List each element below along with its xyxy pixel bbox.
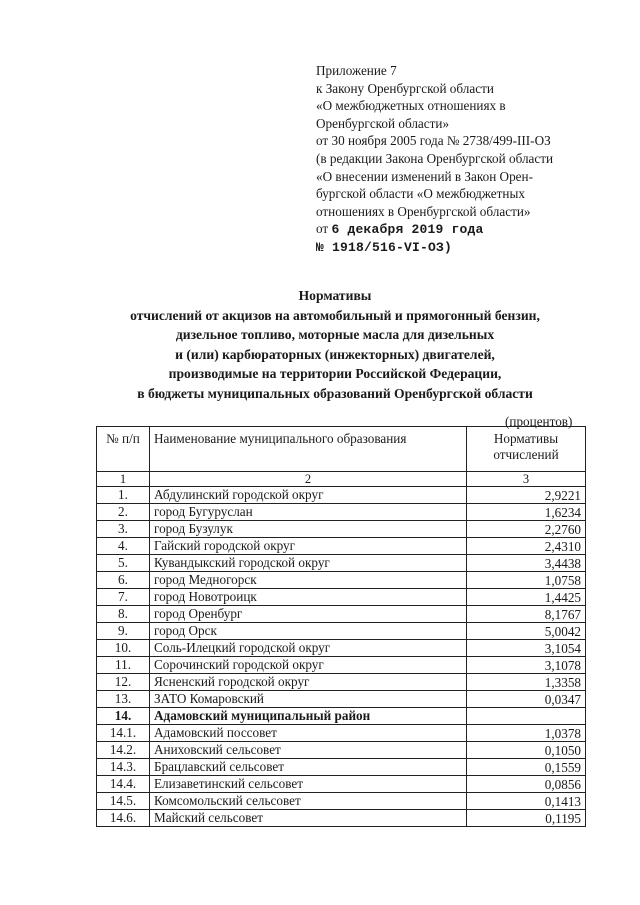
table-row bbox=[97, 674, 586, 691]
table-row bbox=[97, 555, 586, 572]
column-numbers-row bbox=[97, 472, 586, 487]
row-value: 2,2760 bbox=[467, 521, 586, 538]
appendix-line: бургской области «О межбюджетных bbox=[316, 186, 525, 202]
table-body bbox=[97, 487, 586, 827]
row-name: Кувандыкский городской округ bbox=[150, 555, 467, 572]
row-number: 14.4. bbox=[97, 776, 150, 793]
row-number: 13. bbox=[97, 691, 150, 708]
appendix-block bbox=[316, 62, 616, 257]
table-row bbox=[97, 538, 586, 555]
row-value: 1,0758 bbox=[467, 572, 586, 589]
row-number: 14.1. bbox=[97, 725, 150, 742]
row-value: 5,0042 bbox=[467, 623, 586, 640]
row-number: 14.5. bbox=[97, 793, 150, 810]
row-name: Абдулинский городской округ bbox=[150, 487, 467, 504]
column-number: 1 bbox=[97, 472, 150, 487]
row-number: 6. bbox=[97, 572, 150, 589]
header-name: Наименование муниципального образования bbox=[150, 427, 467, 472]
table-row bbox=[97, 793, 586, 810]
row-number: 14.3. bbox=[97, 759, 150, 776]
title-line: отчислений от акцизов на автомобильный и прямогонный бензин, bbox=[130, 307, 540, 323]
row-value bbox=[467, 708, 586, 725]
table-row bbox=[97, 708, 586, 725]
row-number: 9. bbox=[97, 623, 150, 640]
row-name: город Бузулук bbox=[150, 521, 467, 538]
table-row bbox=[97, 640, 586, 657]
table-row bbox=[97, 725, 586, 742]
norms-table bbox=[96, 426, 586, 827]
amendment-date: 6 декабря 2019 года bbox=[331, 222, 484, 238]
amendment-date-line bbox=[316, 220, 616, 239]
appendix-line: (в редакции Закона Оренбургской области bbox=[316, 150, 554, 166]
row-value: 1,0378 bbox=[467, 725, 586, 742]
row-value: 0,0856 bbox=[467, 776, 586, 793]
row-number: 5. bbox=[97, 555, 150, 572]
row-name: ЗАТО Комаровский bbox=[150, 691, 467, 708]
row-value: 1,6234 bbox=[467, 504, 586, 521]
row-name: Адамовский муниципальный район bbox=[150, 708, 467, 725]
row-name: Брацлавский сельсовет bbox=[150, 759, 467, 776]
title-heading: Нормативы bbox=[298, 288, 372, 303]
row-name: город Медногорск bbox=[150, 572, 467, 589]
table-row bbox=[97, 623, 586, 640]
title-line: производимые на территории Российской Федерации, bbox=[168, 366, 502, 381]
title-line: в бюджеты муниципальных образований Оренбургской области bbox=[137, 385, 533, 401]
row-number: 14.6. bbox=[97, 810, 150, 827]
row-name: Ясненский городской округ bbox=[150, 674, 467, 691]
row-name: Гайский городской округ bbox=[150, 538, 467, 555]
appendix-line: Оренбургской области» bbox=[316, 115, 450, 131]
title-line: и (или) карбюраторных (инжекторных) двигателей, bbox=[175, 346, 495, 362]
row-value: 0,1050 bbox=[467, 742, 586, 759]
row-name: город Бугуруслан bbox=[150, 504, 467, 521]
row-value: 2,4310 bbox=[467, 538, 586, 555]
row-name: город Новотроицк bbox=[150, 589, 467, 606]
row-name: Сорочинский городской округ bbox=[150, 657, 467, 674]
table-row bbox=[97, 759, 586, 776]
row-name: город Орск bbox=[150, 623, 467, 640]
appendix-line: Приложение 7 bbox=[316, 63, 397, 78]
table-row bbox=[97, 589, 586, 606]
table-row bbox=[97, 657, 586, 674]
row-name: Елизаветинский сельсовет bbox=[150, 776, 467, 793]
row-name: Аниховский сельсовет bbox=[150, 742, 467, 759]
table-row bbox=[97, 487, 586, 504]
row-name: Адамовский поссовет bbox=[150, 725, 467, 742]
row-number: 12. bbox=[97, 674, 150, 691]
row-name: Соль-Илецкий городской округ bbox=[150, 640, 467, 657]
column-number: 2 bbox=[150, 472, 467, 487]
row-value: 1,3358 bbox=[467, 674, 586, 691]
row-number: 2. bbox=[97, 504, 150, 521]
amendment-date-prefix: от bbox=[316, 221, 332, 237]
row-number: 14. bbox=[97, 708, 150, 725]
row-value: 8,1767 bbox=[467, 606, 586, 623]
table-header-row bbox=[97, 427, 586, 472]
row-number: 11. bbox=[97, 657, 150, 674]
table-row bbox=[97, 776, 586, 793]
appendix-line: отношениях в Оренбургской области» bbox=[316, 203, 531, 219]
column-number: 3 bbox=[467, 472, 586, 487]
header-number: № п/п bbox=[97, 427, 150, 472]
title-line: дизельное топливо, моторные масла для дизельных bbox=[175, 327, 495, 342]
row-number: 1. bbox=[97, 487, 150, 504]
header-norm: Нормативы отчислений bbox=[467, 427, 586, 472]
document-title bbox=[60, 286, 610, 403]
table-row bbox=[97, 742, 586, 759]
row-name: город Оренбург bbox=[150, 606, 467, 623]
row-number: 8. bbox=[97, 606, 150, 623]
appendix-line: от 30 ноября 2005 года № 2738/499-III-ОЗ bbox=[316, 133, 551, 149]
row-value: 0,0347 bbox=[467, 691, 586, 708]
appendix-line: к Закону Оренбургской области bbox=[316, 80, 494, 96]
row-name: Майский сельсовет bbox=[150, 810, 467, 827]
appendix-line: «О внесении изменений в Закон Орен- bbox=[316, 168, 533, 184]
table-row bbox=[97, 521, 586, 538]
row-number: 4. bbox=[97, 538, 150, 555]
table-row bbox=[97, 810, 586, 827]
row-value: 2,9221 bbox=[467, 487, 586, 504]
row-number: 10. bbox=[97, 640, 150, 657]
appendix-line: «О межбюджетных отношениях в bbox=[316, 98, 506, 114]
row-number: 3. bbox=[97, 521, 150, 538]
table-row bbox=[97, 691, 586, 708]
amendment-number: № 1918/516-VI-ОЗ) bbox=[316, 239, 453, 255]
row-value: 3,1078 bbox=[467, 657, 586, 674]
row-value: 0,1413 bbox=[467, 793, 586, 810]
row-name: Комсомольский сельсовет bbox=[150, 793, 467, 810]
row-number: 7. bbox=[97, 589, 150, 606]
table-row bbox=[97, 504, 586, 521]
row-value: 3,4438 bbox=[467, 555, 586, 572]
table-row bbox=[97, 606, 586, 623]
row-value: 0,1195 bbox=[467, 810, 586, 827]
table-row bbox=[97, 572, 586, 589]
row-value: 0,1559 bbox=[467, 759, 586, 776]
row-value: 1,4425 bbox=[467, 589, 586, 606]
units-label: (процентов) bbox=[505, 414, 573, 429]
row-number: 14.2. bbox=[97, 742, 150, 759]
row-value: 3,1054 bbox=[467, 640, 586, 657]
